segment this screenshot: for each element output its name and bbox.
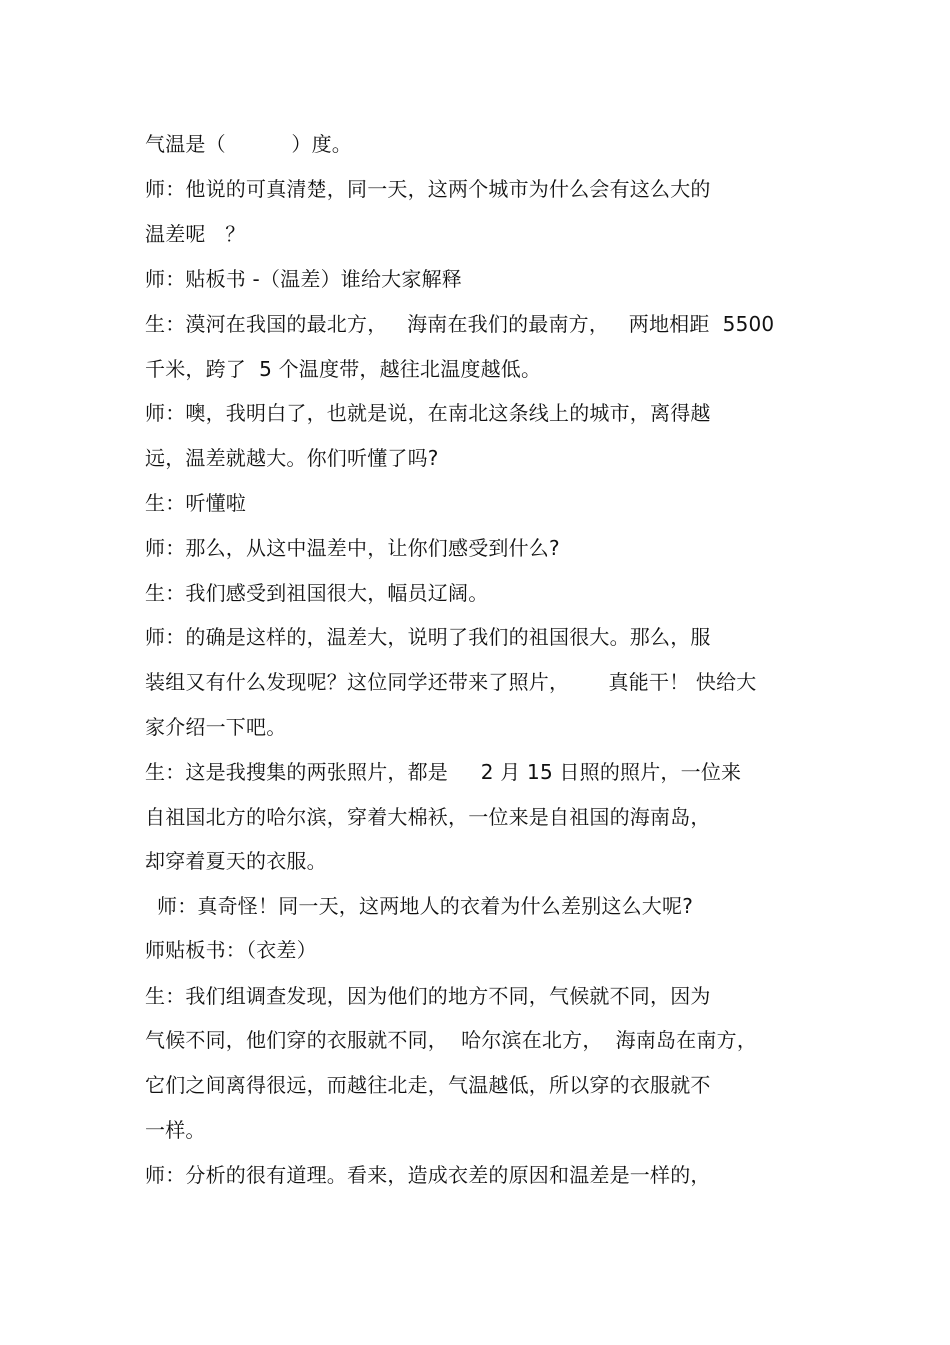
text-line: 生：这是我搜集的两张照片，都是 2 月 15 日照的照片，一位来 [145, 760, 742, 784]
text-line: 师：他说的可真清楚，同一天，这两个城市为什么会有这么大的 [145, 177, 711, 201]
text-line: 生：漠河在我国的最北方， 海南在我们的最南方， 两地相距 5500 [145, 312, 775, 336]
text-line: 师：分析的很有道理。看来，造成衣差的原因和温差是一样的， [145, 1163, 711, 1187]
text-line: 千米，跨了 5 个温度带，越往北温度越低。 [145, 357, 542, 381]
text-line: 远，温差就越大。你们听懂了吗? [145, 446, 439, 470]
text-line: 温差呢 ？ [145, 222, 246, 246]
text-line: 家介绍一下吧。 [145, 715, 287, 739]
text-line: 自祖国北方的哈尔滨，穿着大棉袄，一位来是自祖国的海南岛， [145, 805, 711, 829]
text-line: 却穿着夏天的衣服。 [145, 849, 327, 873]
text-line: 生：我们感受到祖国很大，幅员辽阔。 [145, 581, 489, 605]
text-line: 师：真奇怪！同一天，这两地人的衣着为什么差别这么大呢? [157, 894, 694, 918]
text-line: 一样。 [145, 1118, 206, 1142]
text-line: 气温是（ ）度。 [145, 132, 352, 156]
text-line: 装组又有什么发现呢？这位同学还带来了照片， 真能干！ 快给大 [145, 670, 757, 694]
text-line: 师：那么，从这中温差中，让你们感受到什么? [145, 536, 560, 560]
text-line: 师：贴板书 -（温差）谁给大家解释 [145, 267, 462, 291]
text-line: 师：的确是这样的，温差大，说明了我们的祖国很大。那么，服 [145, 625, 711, 649]
text-line: 它们之间离得很远，而越往北走，气温越低，所以穿的衣服就不 [145, 1073, 711, 1097]
text-line: 生：我们组调查发现，因为他们的地方不同，气候就不同，因为 [145, 984, 711, 1008]
text-line: 气候不同，他们穿的衣服就不同， 哈尔滨在北方， 海南岛在南方， [145, 1028, 758, 1052]
text-line: 师贴板书：（衣差） [145, 938, 317, 962]
text-line: 生：听懂啦 [145, 491, 246, 515]
text-line: 师：噢，我明白了，也就是说，在南北这条线上的城市，离得越 [145, 401, 711, 425]
